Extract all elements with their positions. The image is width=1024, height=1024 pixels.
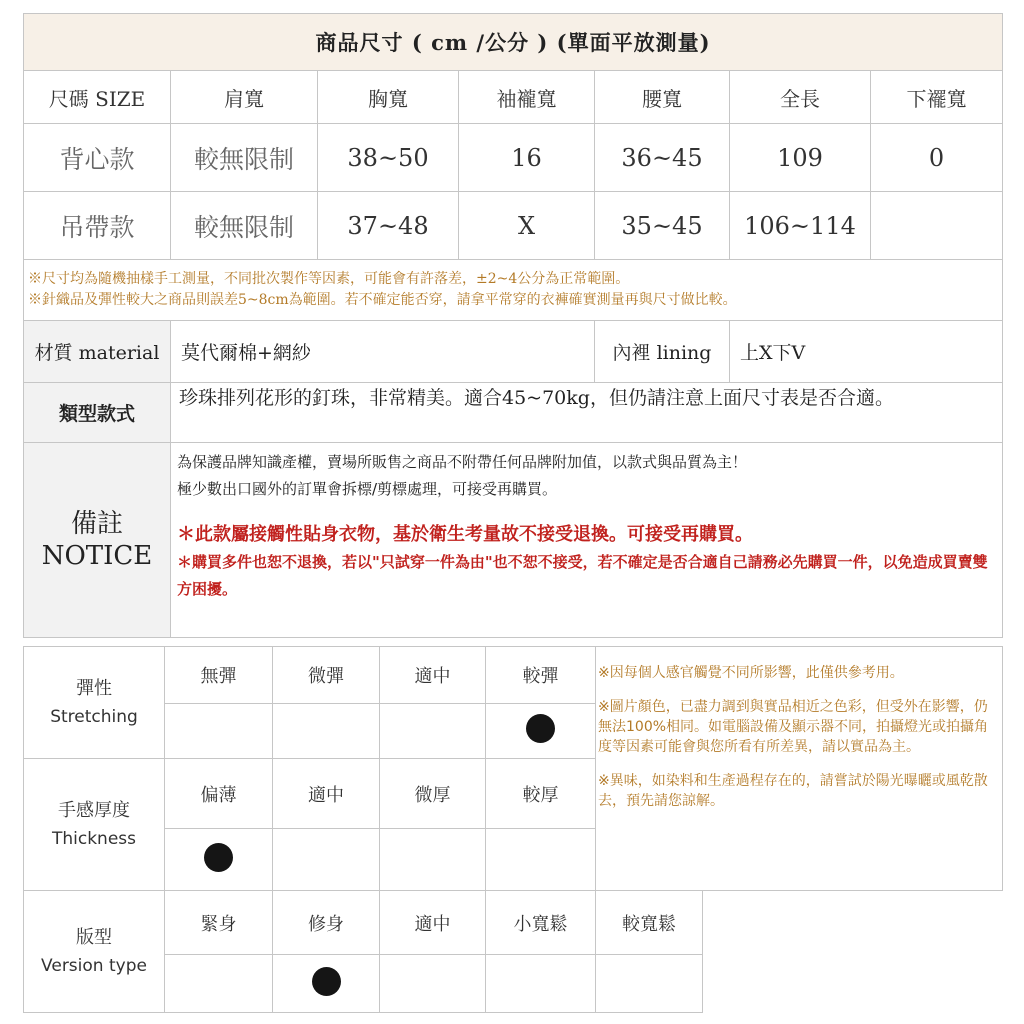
size-cell — [871, 192, 1003, 260]
notice-warning-sub: ＊購買多件也恕不退換，若以"只試穿一件為由"也不恕不接受，若不確定是否合適自己請務必先購買一件，以免造成買賣雙方困擾。 — [177, 553, 988, 598]
material-value: 莫代爾棉+網紗 — [171, 321, 595, 383]
size-cell: 16 — [459, 124, 595, 192]
size-table — [23, 13, 1003, 638]
stretch-marker-cell — [165, 704, 273, 759]
side-note: ※圖片顏色，已盡力調到與實品相近之色彩，但受外在影響，仍無法100%相同。如電腦設備及顯示器不同，拍攝燈光或拍攝角度等因素可能會與您所看有所差異，請以實品為主。 — [598, 699, 989, 755]
stretch-option: 較彈 — [486, 647, 596, 704]
size-cell: 38~50 — [318, 124, 459, 192]
thickness-label-en: Thickness — [51, 828, 137, 849]
type-row — [24, 383, 1003, 443]
stretch-option: 無彈 — [165, 647, 273, 704]
thickness-option: 微厚 — [380, 759, 486, 829]
stretch-marker-cell — [380, 704, 486, 759]
size-cell: 109 — [730, 124, 871, 192]
material-label: 材質 material — [24, 321, 171, 383]
notice-content — [171, 443, 1003, 638]
version-option: 緊身 — [165, 891, 273, 955]
version-option: 較寬鬆 — [596, 891, 703, 955]
type-value: 珍珠排列花形的釘珠，非常精美。適合45~70kg，但仍請注意上面尺寸表是否合適。 — [171, 383, 1003, 443]
thickness-option: 較厚 — [486, 759, 596, 829]
selected-dot-icon — [312, 967, 341, 996]
version-option: 小寬鬆 — [486, 891, 596, 955]
size-cell: 較無限制 — [171, 124, 318, 192]
size-cell: 35~45 — [595, 192, 730, 260]
size-cell: 106~114 — [730, 192, 871, 260]
thickness-label-cn: 手感厚度 — [58, 799, 130, 821]
version-marker-cell — [273, 955, 380, 1013]
notice-line: 極少數出口國外的訂單會拆標/剪標處理，可接受再購買。 — [177, 480, 558, 498]
lining-value: 上X下V — [730, 321, 1003, 383]
notice-line: 為保護品牌知識產權，賣場所販售之商品不附帶任何品牌附加值，以款式與品質為主！ — [177, 453, 748, 471]
thickness-marker-cell — [486, 829, 596, 891]
stretch-label-cn: 彈性 — [76, 677, 112, 699]
type-label: 類型款式 — [24, 383, 171, 443]
version-marker-cell — [380, 955, 486, 1013]
size-cell: X — [459, 192, 595, 260]
stretch-option: 微彈 — [273, 647, 380, 704]
notice-label-en: NOTICE — [41, 541, 153, 571]
measurement-note: ※尺寸均為隨機抽樣手工測量，不同批次製作等因素，可能會有許落差，±2~4公分為正常範圍。 — [28, 271, 630, 287]
size-cell: 0 — [871, 124, 1003, 192]
thickness-option: 偏薄 — [165, 759, 273, 829]
version-empty-cell — [703, 891, 1003, 1013]
stretch-marker-cell — [273, 704, 380, 759]
notice-label — [24, 443, 171, 638]
selected-dot-icon — [204, 843, 233, 872]
size-cell: 37~48 — [318, 192, 459, 260]
version-label — [24, 891, 165, 1013]
size-cell: 36~45 — [595, 124, 730, 192]
notice-label-cn: 備註 — [70, 509, 123, 539]
side-note: ※因每個人感官觸覺不同所影響，此僅供參考用。 — [598, 665, 904, 681]
stretch-option: 適中 — [380, 647, 486, 704]
measurement-note: ※針織品及彈性較大之商品則誤差5~8cm為範圍。若不確定能否穿，請拿平常穿的衣褲確實測量再與尺寸做比較。 — [28, 292, 737, 308]
thickness-label — [24, 759, 165, 891]
notice-row — [24, 443, 1003, 638]
thickness-marker-cell — [380, 829, 486, 891]
version-option: 適中 — [380, 891, 486, 955]
size-table-title: 商品尺寸 ( cm /公分 ) (單面平放測量) — [24, 14, 1003, 71]
version-marker-cell — [596, 955, 703, 1013]
size-cell: 背心款 — [24, 124, 171, 192]
version-label-en: Version type — [41, 955, 147, 976]
size-row-strap — [24, 192, 1003, 260]
header-shoulder: 肩寬 — [171, 71, 318, 124]
thickness-marker-cell — [273, 829, 380, 891]
version-marker-cell — [486, 955, 596, 1013]
size-cell: 吊帶款 — [24, 192, 171, 260]
header-chest: 胸寬 — [318, 71, 459, 124]
version-label-cn: 版型 — [76, 926, 112, 948]
header-waist: 腰寬 — [595, 71, 730, 124]
header-armhole: 袖襱寬 — [459, 71, 595, 124]
version-option: 修身 — [273, 891, 380, 955]
lining-label: 內裡 lining — [595, 321, 730, 383]
material-row — [24, 321, 1003, 383]
stretch-label — [24, 647, 165, 759]
side-note: ※異味，如染料和生產過程存在的，請嘗試於陽光曝曬或風乾散去，預先請您諒解。 — [598, 773, 988, 809]
stretch-label-en: Stretching — [50, 706, 138, 727]
thickness-marker-cell — [165, 829, 273, 891]
thickness-option: 適中 — [273, 759, 380, 829]
header-size: 尺碼 SIZE — [24, 71, 171, 124]
properties-table — [23, 646, 1003, 1013]
selected-dot-icon — [526, 714, 555, 743]
stretch-marker-cell — [486, 704, 596, 759]
measurement-notes — [24, 260, 1003, 321]
version-marker-cell — [165, 955, 273, 1013]
size-row-vest — [24, 124, 1003, 192]
header-length: 全長 — [730, 71, 871, 124]
size-header-row — [24, 71, 1003, 124]
properties-side-notes — [596, 647, 1003, 891]
notice-warning-main: ＊此款屬接觸性貼身衣物，基於衛生考量故不接受退換。可接受再購買。 — [177, 524, 753, 545]
header-hem: 下襬寬 — [871, 71, 1003, 124]
size-cell: 較無限制 — [171, 192, 318, 260]
